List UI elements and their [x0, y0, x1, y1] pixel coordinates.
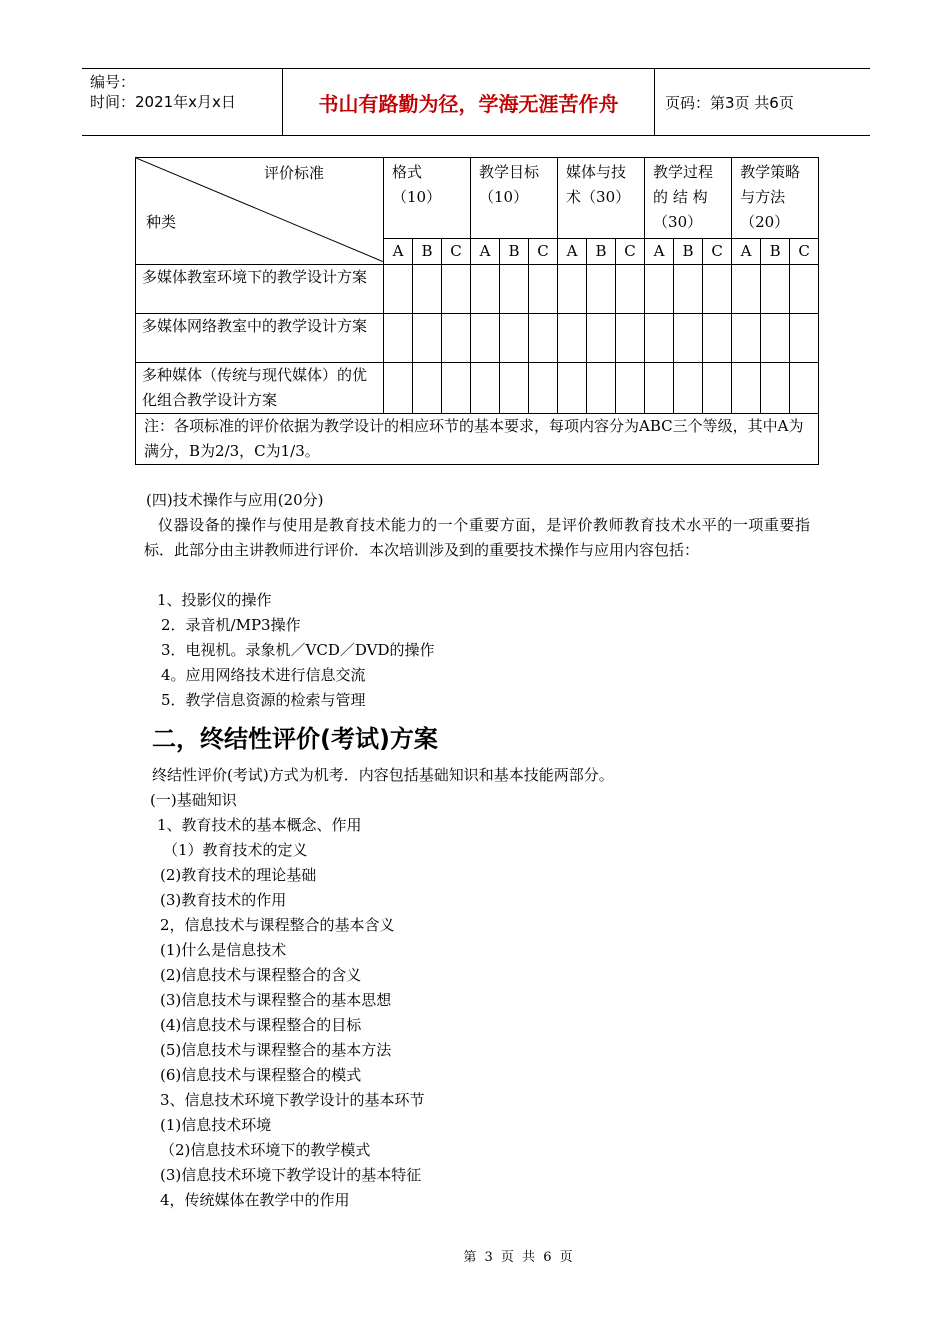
list-item: (3)信息技术与课程整合的基本思想: [160, 991, 392, 1009]
criteria-header-objectives: 教学目标 （10）: [471, 158, 558, 239]
grade-cell: C: [442, 239, 471, 265]
list-item: (1)什么是信息技术: [160, 941, 287, 959]
grade-cell: A: [471, 239, 500, 265]
grade-cell: B: [413, 239, 442, 265]
list-item: (5)信息技术与课程整合的基本方法: [160, 1041, 392, 1059]
table-row: [136, 314, 819, 363]
grade-cell: C: [529, 239, 558, 265]
criteria-header-process: 教学过程的 结 构 （30）: [645, 158, 732, 239]
page-footer: 第 3 页 共 6 页: [463, 1250, 573, 1265]
grade-cell: A: [732, 239, 761, 265]
list-item: 3．电视机。录象机／VCD／DVD的操作: [161, 641, 435, 659]
list-item: （2)信息技术环境下的教学模式: [160, 1141, 371, 1159]
table-corner-cell: [136, 158, 384, 265]
list-item: 2．录音机/MP3操作: [161, 616, 301, 634]
list-item: (2)信息技术与课程整合的含义: [160, 966, 362, 984]
list-item: (6)信息技术与课程整合的模式: [160, 1066, 362, 1084]
list-item: (1)信息技术环境: [160, 1116, 272, 1134]
grade-cell: B: [587, 239, 616, 265]
list-item: (3)信息技术环境下教学设计的基本特征: [160, 1166, 422, 1184]
list-item: 4，传统媒体在教学中的作用: [160, 1191, 350, 1209]
table-row: [136, 265, 819, 314]
section2-heading: 二，终结性评价(考试)方案: [152, 725, 438, 753]
criteria-header-format: 格式 （10）: [384, 158, 471, 239]
page-header: [82, 68, 870, 136]
grade-cell: A: [558, 239, 587, 265]
grade-cell: C: [790, 239, 819, 265]
table-note: 注：各项标准的评价依据为教学设计的相应环节的基本要求，每项内容分为ABC三个等级，其中A为满分，B为2/3，C为1/3。: [136, 414, 819, 465]
number-label: 编号：: [90, 73, 136, 91]
header-meta: [82, 69, 283, 135]
grade-cell: B: [674, 239, 703, 265]
section4-title: (四)技术操作与应用(20分): [146, 491, 324, 509]
grade-cell: A: [645, 239, 674, 265]
list-item: (4)信息技术与课程整合的目标: [160, 1016, 362, 1034]
list-item: （1）教育技术的定义: [163, 841, 308, 859]
list-item: 1、教育技术的基本概念、作用: [157, 816, 362, 834]
list-item: 5．教学信息资源的检索与管理: [161, 691, 366, 709]
list-item: (2)教育技术的理论基础: [160, 866, 317, 884]
section4-paragraph: 仪器设备的操作与使用是教育技术能力的一个重要方面，是评价教师教育技术水平的一项重要指标．此部分由主讲教师进行评价．本次培训涉及到的重要技术操作与应用内容包括：: [144, 516, 810, 559]
header-page-number: 页码：第3页 共6页: [665, 93, 794, 112]
list-item: 1、投影仪的操作: [157, 591, 272, 609]
row-label: 多媒体教室环境下的教学设计方案: [136, 265, 384, 314]
grade-cell: C: [616, 239, 645, 265]
grade-cell: A: [384, 239, 413, 265]
criteria-header-strategy: 教学策略与方法 （20）: [732, 158, 819, 239]
list-item: 2，信息技术与课程整合的基本含义: [160, 916, 395, 934]
section2-intro: 终结性评价(考试)方式为机考．内容包括基础知识和基本技能两部分。: [152, 766, 614, 784]
evaluation-table: [135, 157, 819, 465]
row-label: 多种媒体（传统与现代媒体）的优化组合教学设计方案: [136, 363, 384, 414]
grade-cell: B: [761, 239, 790, 265]
table-row: [136, 363, 819, 414]
list-item: (3)教育技术的作用: [160, 891, 287, 909]
corner-criteria-label: 评价标准: [264, 164, 325, 182]
time-label: 时间：2021年x月x日: [90, 93, 236, 111]
grade-cell: C: [703, 239, 732, 265]
row-label: 多媒体网络教室中的教学设计方案: [136, 314, 384, 363]
list-item: 4。应用网络技术进行信息交流: [161, 666, 366, 684]
criteria-header-media: 媒体与技术（30）: [558, 158, 645, 239]
list-item: 3、信息技术环境下教学设计的基本环节: [160, 1091, 425, 1109]
header-motto: 书山有路勤为径，学海无涯苦作舟: [283, 69, 655, 135]
corner-category-label: 种类: [146, 213, 177, 231]
section2-sub1: (一)基础知识: [150, 791, 237, 809]
grade-cell: B: [500, 239, 529, 265]
